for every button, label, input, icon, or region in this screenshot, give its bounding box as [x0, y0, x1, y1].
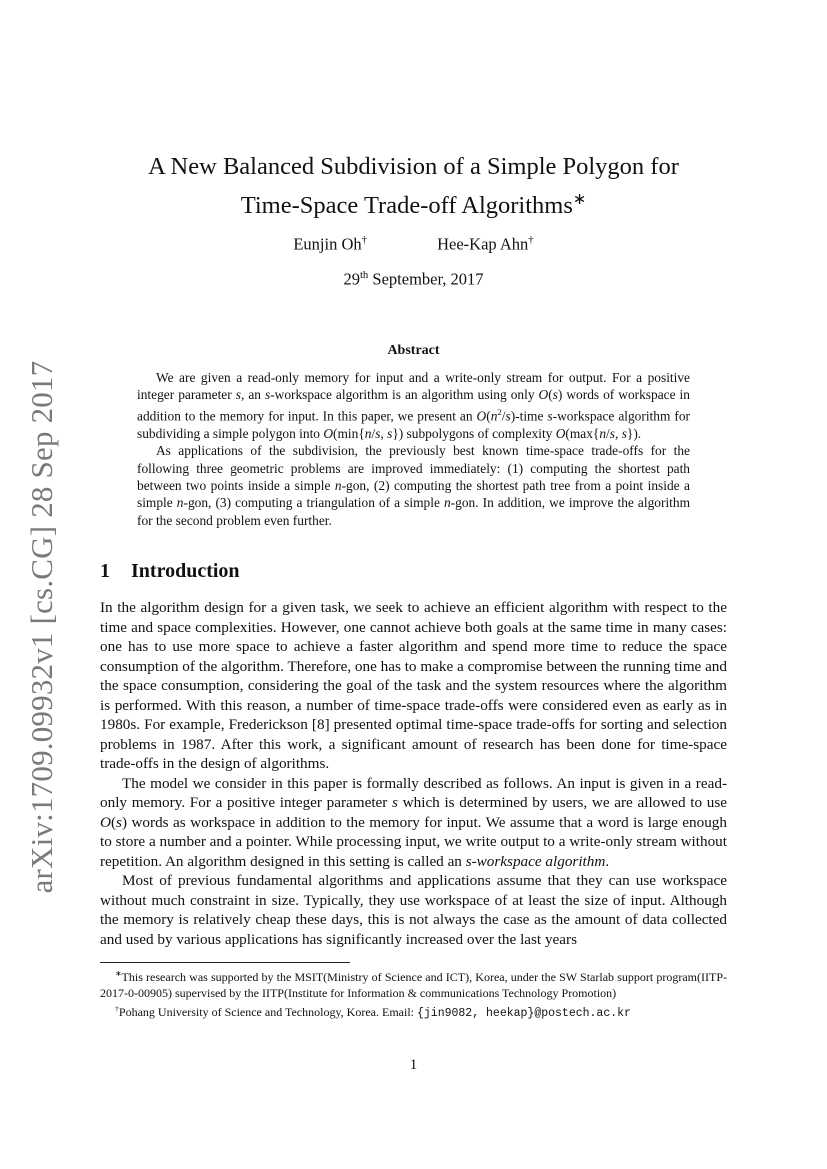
introduction-body — [100, 598, 727, 949]
section-number: 1 — [100, 560, 110, 582]
author-1-marker: † — [361, 234, 367, 246]
title-footnote-marker: ∗ — [572, 191, 587, 208]
body-paragraph-1: In the algorithm design for a given task, we seek to achieve an efficient algorithm with respect to the time and space complexities. However, one cannot achieve both goals at the same time in many cases: one has to use more space to achieve a faster algorithm and spend more time to reduce the space consumption of the algorithm. Therefore, one has to make a compromise between the running time and the space consumption, considering the goal of the task and the system resources where the algorithm is performed. With this reason, a number of time-space trade-offs were considered even as early as in 1980s. For example, Frederickson [8] presented optimal time-space trade-offs for sorting and selection problems in 1987. After this work, a significant amount of research has been done for time-space trade-offs in the design of algorithms. — [100, 599, 727, 772]
date-suffix: th — [359, 269, 369, 281]
author-list — [100, 234, 727, 255]
section-heading-introduction — [100, 560, 240, 583]
footnote-divider — [100, 962, 350, 963]
author-2-name: Hee-Kap Ahn — [437, 234, 529, 254]
author-2 — [437, 234, 534, 255]
abstract-paragraph-2: As applications of the subdivision, the previously best known time-space trade-offs for the following three geometric problems are improved immediately: (1) computing the shortest path between two points inside a simple n-gon, (2) computing the shortest path tree from a point inside a simple n-gon, (3) computing a triangulation of a simple n-gon. In addition, we improve the algorithm for the second problem even further. — [137, 443, 691, 528]
date-rest: September, 2017 — [368, 269, 484, 289]
body-paragraph-3: Most of previous fundamental algorithms and applications assume that they can use workspace without much constraint in size. Typically, they use workspace of at least the size of input. Although the memory is relatively cheap these days, this is not always the case as the amount of data collected and used by various applications has significantly increased over the last years — [100, 872, 727, 948]
publication-date — [100, 269, 727, 290]
author-1 — [293, 234, 367, 255]
footnote-funding: ∗This research was supported by the MSIT(Ministry of Science and ICT), Korea, under the SW Starlab support program(IITP-2017-0-00905) supervised by the IITP(Institute for Information & communications Technology Promotion) — [100, 969, 727, 1000]
abstract — [137, 369, 690, 529]
date-day: 29 — [343, 269, 360, 289]
abstract-paragraph-1: We are given a read-only memory for input and a write-only stream for output. For a positive integer parameter s, an s-workspace algorithm is an algorithm using only O(s) words of workspace in addition to the memory for input. In this paper, we present an $O(n^2/s)$-time s-workspace algorithm for subdividing a simple polygon into O(min{n/s, s}) subpolygons of complexity O(max{n/s, s}). — [137, 370, 690, 441]
author-emails: {jin9082, heekap}@postech.ac.kr — [417, 1007, 631, 1021]
section-title: Introduction — [131, 560, 240, 582]
arxiv-identifier: arXiv:1709.09932v1 [cs.CG] 28 Sep 2017 — [24, 360, 59, 894]
title-line-2: Time-Space Trade-off Algorithms — [240, 192, 573, 220]
paper-title — [100, 150, 727, 222]
author-1-name: Eunjin Oh — [293, 234, 362, 254]
footnotes — [100, 966, 727, 1022]
body-paragraph-2: The model we consider in this paper is formally described as follows. An input is given in a read-only memory. For a positive integer parameter s which is determined by users, we are allowed to use O(s) words as workspace in addition to the memory for input. We assume that a word is large enough to store a number and a pointer. While processing input, we write output to a write-only stream without repetition. An algorithm designed in this setting is called an s-workspace algorithm. — [100, 774, 727, 870]
author-2-marker: † — [528, 234, 534, 246]
title-line-1: A New Balanced Subdivision of a Simple Polygon for — [148, 153, 679, 180]
abstract-heading: Abstract — [387, 343, 440, 358]
page-number: 1 — [409, 1057, 418, 1073]
arxiv-identifier-sidebar — [22, 360, 62, 894]
footnote-affiliation: †Pohang University of Science and Technology, Korea. Email: {jin9082, heekap}@postech.ac.kr — [115, 1004, 631, 1021]
